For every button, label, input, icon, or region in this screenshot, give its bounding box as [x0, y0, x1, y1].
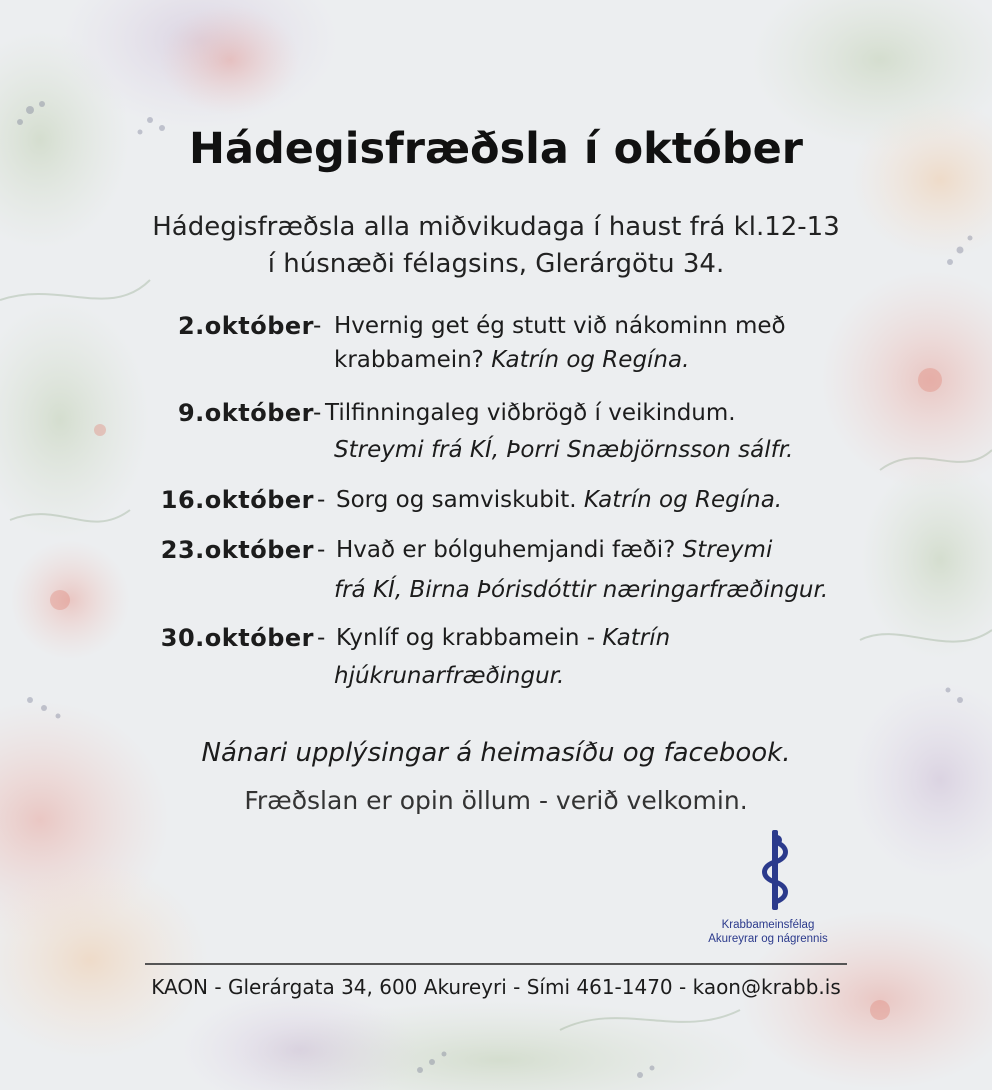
schedule-dash: -	[313, 400, 322, 426]
schedule-dash: -	[317, 537, 326, 563]
intro-line-2: í húsnæði félagsins, Glerárgötu 34.	[267, 249, 725, 279]
schedule-date: 2.október	[177, 312, 314, 340]
schedule-speaker: Streymi frá KÍ, Þorri Snæbjörnsson sálfr.	[334, 437, 794, 463]
intro-line-1: Hádegisfræðsla alla miðvikudaga í haust frá kl.12-13	[152, 212, 840, 242]
logo-line-1: Krabbameinsfélag	[721, 919, 815, 931]
schedule-topic: Hvernig get ég stutt við nákominn með	[334, 313, 786, 339]
schedule-speaker: Katrín	[602, 625, 671, 651]
schedule-date: 23.október	[160, 536, 314, 564]
logo-caption	[668, 918, 868, 946]
schedule-topic-line2: krabbamein? Katrín og Regína.	[334, 347, 690, 373]
schedule-speaker: Streymi	[682, 537, 773, 563]
snake-staff-icon	[755, 828, 795, 914]
page-title: Hádegisfræðsla í október	[189, 124, 803, 174]
schedule-topic: Tilfinningaleg viðbrögð í veikindum.	[325, 400, 736, 426]
footer-contact: KAON - Glerárgata 34, 600 Akureyri - Sími 461-1470 - kaon@krabb.is	[151, 975, 841, 999]
schedule-speaker-line2: frá KÍ, Birna Þórisdóttir næringarfræðingur.	[334, 577, 829, 603]
schedule-date: 30.október	[160, 624, 314, 652]
schedule-dash: -	[313, 313, 322, 339]
schedule-speaker-line2: hjúkrunarfræðingur.	[334, 663, 565, 689]
schedule-speaker: Katrín og Regína.	[583, 487, 783, 513]
intro-text	[0, 209, 992, 283]
schedule-date: 16.október	[160, 486, 314, 514]
schedule-dash: -	[317, 625, 326, 651]
more-info-text: Nánari upplýsingar á heimasíðu og facebook.	[201, 738, 791, 768]
schedule-topic: Kynlíf og krabbamein - Katrín	[336, 625, 671, 651]
schedule-topic: Hvað er bólguhemjandi fæði? Streymi	[336, 537, 773, 563]
schedule-dash: -	[317, 487, 326, 513]
schedule-date: 9.október	[177, 399, 314, 427]
schedule-speaker: Katrín og Regína.	[491, 347, 690, 373]
schedule-topic: Sorg og samviskubit. Katrín og Regína.	[336, 487, 783, 513]
logo-line-2: Akureyrar og nágrennis	[708, 933, 828, 945]
footer-divider	[145, 963, 847, 965]
open-note-text: Fræðslan er opin öllum - verið velkomin.	[244, 786, 748, 815]
